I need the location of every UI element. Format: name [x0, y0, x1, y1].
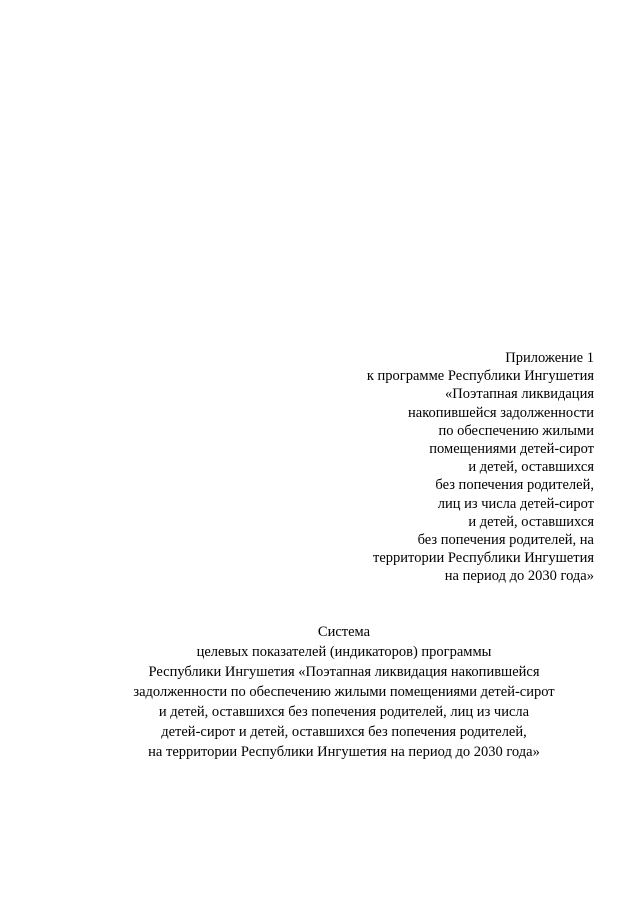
title-line: детей-сирот и детей, оставшихся без попечения родителей,	[161, 724, 527, 740]
title-line: Республики Ингушетия «Поэтапная ликвидация накопившейся	[148, 664, 540, 680]
document-title	[0, 622, 640, 762]
appendix-line: территории Республики Ингушетия	[373, 550, 594, 567]
appendix-line: к программе Республики Ингушетия	[366, 368, 594, 385]
appendix-line: по обеспечению жилыми	[438, 422, 594, 439]
title-line: задолженности по обеспечению жилыми помещениями детей-сирот	[133, 684, 555, 700]
appendix-line: и детей, оставшихся	[468, 513, 594, 530]
appendix-header	[367, 349, 594, 586]
appendix-line: Приложение 1	[505, 350, 594, 366]
appendix-line: лиц из числа детей-сирот	[437, 495, 594, 512]
title-line: и детей, оставшихся без попечения родителей, лиц из числа	[158, 704, 530, 720]
appendix-line: и детей, оставшихся	[468, 459, 594, 476]
appendix-line: помещениями детей-сирот	[429, 441, 594, 458]
title-line: Система	[317, 624, 371, 640]
appendix-line: без попечения родителей,	[435, 477, 594, 494]
appendix-line: на период до 2030 года»	[444, 568, 594, 585]
title-line: целевых показателей (индикаторов) программы	[196, 644, 492, 660]
appendix-line: без попечения родителей, на	[417, 532, 594, 549]
title-line: на территории Республики Ингушетия на период до 2030 года»	[148, 744, 540, 760]
appendix-line: «Поэтапная ликвидация	[444, 386, 594, 403]
appendix-line: накопившейся задолженности	[408, 404, 594, 421]
